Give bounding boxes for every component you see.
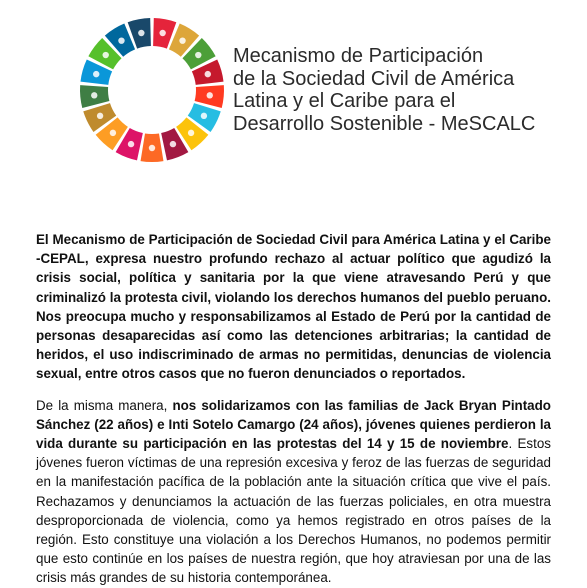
sdg-wheel-logo (78, 16, 226, 164)
logo-pictogram-icon (207, 92, 213, 98)
logo-pictogram-icon (149, 145, 155, 151)
logo-pictogram-icon (128, 141, 134, 147)
logo-pictogram-icon (138, 30, 144, 36)
logo-pictogram-icon (205, 71, 211, 77)
logo-pictogram-icon (201, 113, 207, 119)
logo-pictogram-icon (118, 37, 124, 43)
logo-pictogram-icon (159, 30, 165, 36)
organization-title (233, 45, 573, 135)
paragraph-rejection: El Mecanismo de Participación de Sociedad Civil para América Latina y el Caribe -CEPAL, expresa nuestro profundo rechazo al actuar político que agudizó la crisis social, política y sanitaria por la que viene atravesando Perú y que criminalizó la protesta civil, violando los derechos humanos del pueblo peruano. Nos preocupa mucho y responsabilizamos al Estado de Perú por la cantidad de personas desaparecidas así como las detenciones arbitrarias; la cantidad de heridos, el uso indiscriminado de armas no permitidas, denuncias de violencia sexual, entre otros casos que no fueron denunciados o reportados. (36, 232, 551, 382)
paragraph-lead: De la misma manera, (36, 397, 173, 413)
logo-pictogram-icon (179, 37, 185, 43)
title-line-4: Desarrollo Sostenible - MeSCALC (233, 112, 536, 135)
statement-body (36, 230, 551, 588)
logo-pictogram-icon (93, 71, 99, 77)
logo-center (110, 48, 194, 132)
letterhead (0, 0, 587, 190)
title-line-2: de la Sociedad Civil de América (233, 67, 515, 90)
paragraph-bold-solidarity: nos solidarizamos con las familias de Jack Bryan Pintado Sánchez (22 años) e Inti Sotelo Camargo (24 años), jóvenes quienes perdieron la vida durante su participación en las protestas del 14 y 15 de noviembre (36, 397, 551, 452)
title-line-3: Latina y el Caribe para el (233, 90, 456, 112)
paragraph-rest: . Estos jóvenes fueron víctimas de una represión excesiva y feroz de las fuerzas de seguridad en la manifestación pacífica de la población ante la situación crítica que vive el país. Rechazamos y denunciamos la actuación de las fuerzas policiales, en otra muestra desproporcionada de violencia, como ya hemos registrado en otros países de la región. Esto constituye una violación a los Derechos Humanos, no podemos permitir que esto continúe en los países de nuestra región, que hoy atraviesan por una de las crisis más grandes de su historia contemporánea. (36, 436, 551, 586)
title-line-1: Mecanismo de Participación (233, 45, 484, 67)
paragraph-solidarity (36, 396, 551, 588)
logo-pictogram-icon (103, 52, 109, 58)
logo-pictogram-icon (170, 141, 176, 147)
logo-pictogram-icon (188, 130, 194, 136)
logo-pictogram-icon (110, 130, 116, 136)
logo-pictogram-icon (91, 92, 97, 98)
logo-pictogram-icon (195, 52, 201, 58)
logo-pictogram-icon (97, 113, 103, 119)
